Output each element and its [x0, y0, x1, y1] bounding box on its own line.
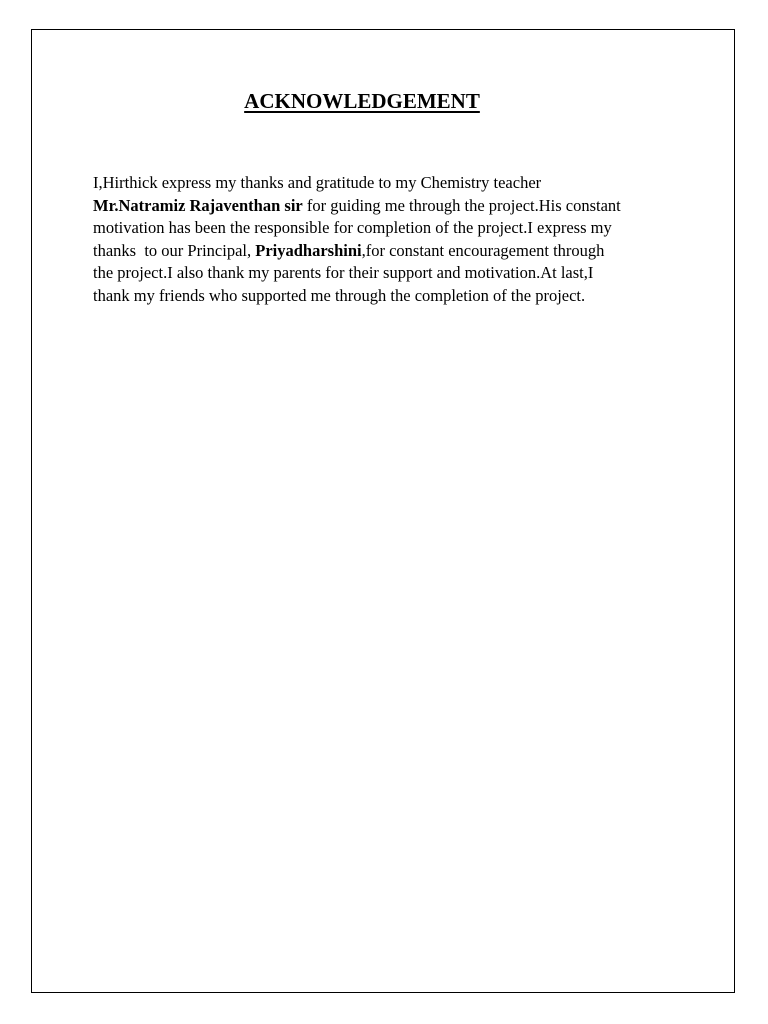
teacher-name: Mr.Natramiz Rajaventhan sir: [93, 195, 303, 215]
paragraph-line-4-text: ,for constant encouragement through: [361, 240, 605, 260]
paragraph-line-4-start: thanks to our Principal,: [93, 240, 256, 260]
paragraph-line-5: the project.I also thank my parents for their support and motivation.At last,I: [93, 263, 594, 282]
page-title: ACKNOWLEDGEMENT: [244, 89, 480, 113]
paragraph-line-1: I,Hirthick express my thanks and gratitude to my Chemistry teacher: [93, 173, 542, 192]
paragraph-line-3: motivation has been the responsible for completion of the project.I express my: [93, 218, 612, 237]
paragraph-line-2: [93, 195, 693, 218]
paragraph-line-2-text: for guiding me through the project.His constant: [302, 195, 621, 215]
principal-name: Priyadharshini: [255, 240, 362, 260]
paragraph-line-4: [93, 240, 693, 263]
paragraph-line-6: thank my friends who supported me through the completion of the project.: [93, 285, 586, 305]
acknowledgement-paragraph: [93, 172, 693, 307]
